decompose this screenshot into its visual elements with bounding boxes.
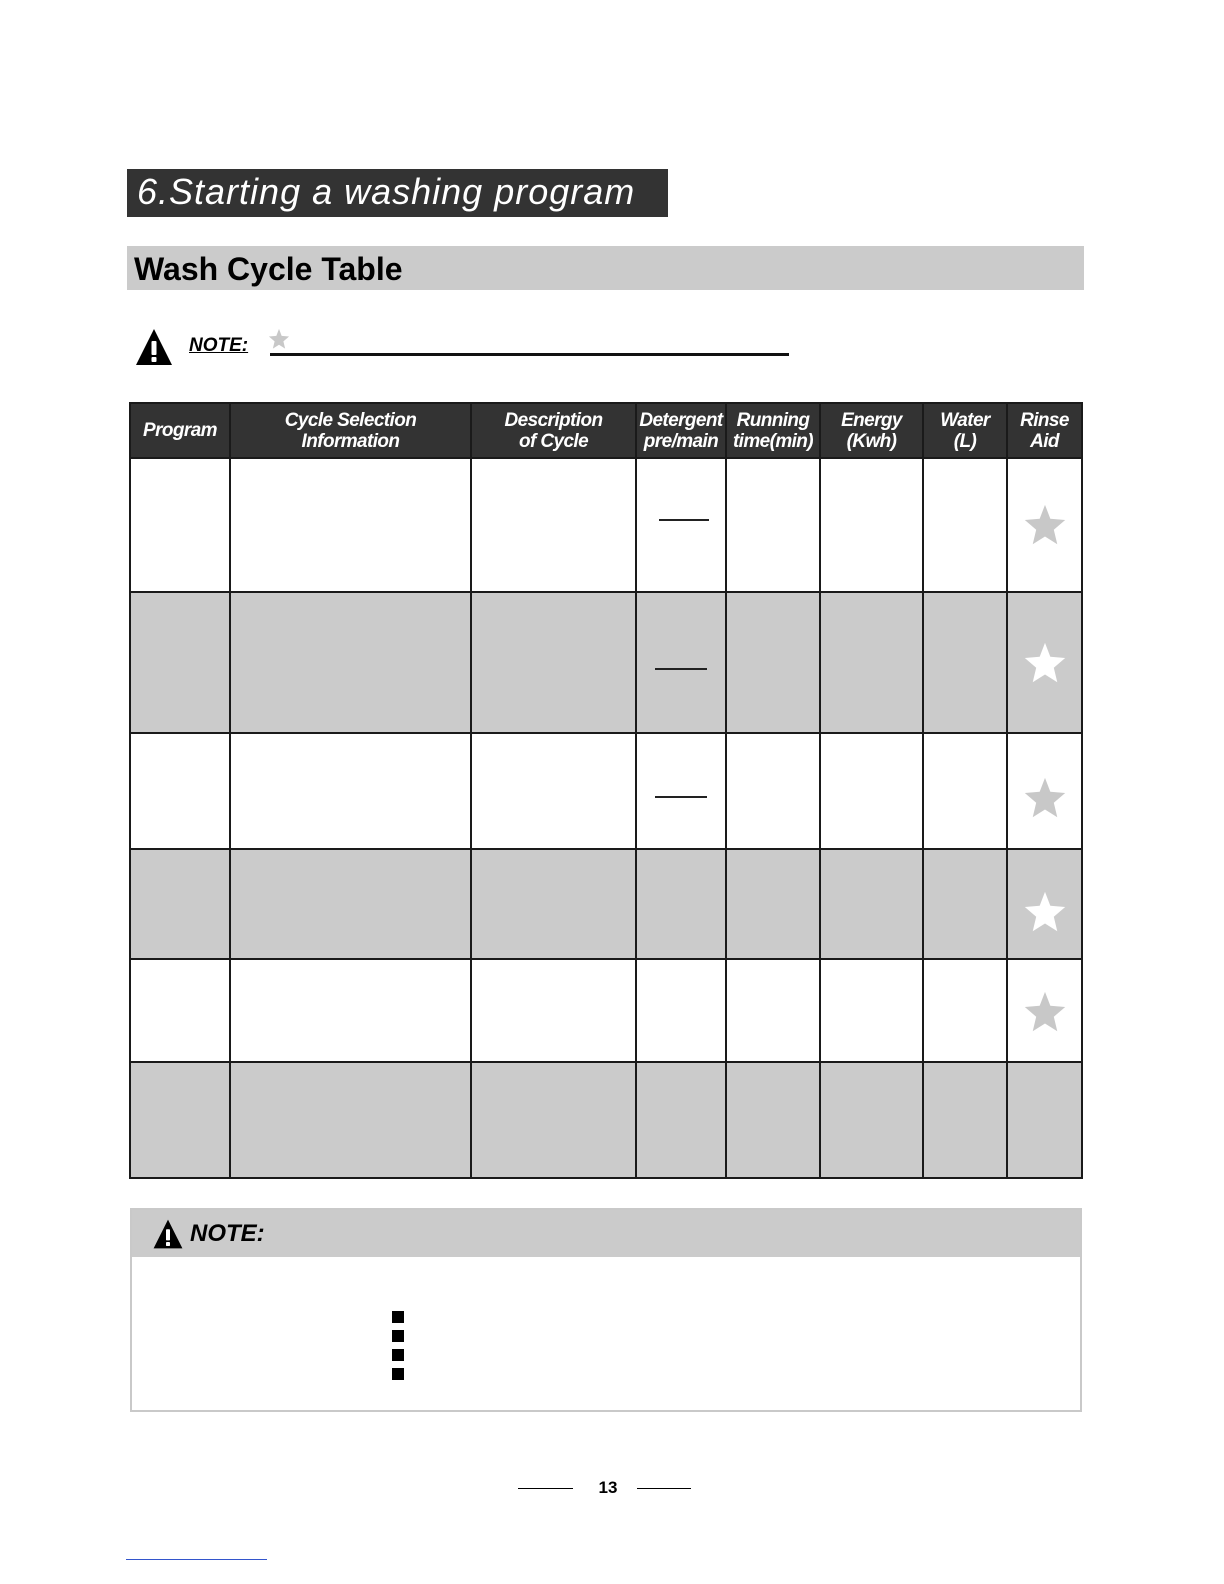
cell-program xyxy=(130,959,230,1062)
note-box-header xyxy=(132,1210,1080,1257)
table-row xyxy=(130,733,1082,849)
cell-detergent xyxy=(636,959,726,1062)
cell-cycle-selection xyxy=(230,592,471,733)
cell-detergent xyxy=(636,458,726,592)
cell-rinse-aid xyxy=(1007,458,1082,592)
cell-energy xyxy=(820,592,923,733)
cell-program xyxy=(130,733,230,849)
cell-rinse-aid xyxy=(1007,959,1082,1062)
cell-rinse-aid xyxy=(1007,733,1082,849)
header-description: Description of Cycle xyxy=(471,403,636,458)
cell-energy xyxy=(820,733,923,849)
cell-water xyxy=(923,592,1007,733)
table-row xyxy=(130,1062,1082,1178)
cell-water xyxy=(923,849,1007,959)
cell-detergent xyxy=(636,592,726,733)
cell-cycle-selection xyxy=(230,849,471,959)
header-detergent: Detergent pre/main xyxy=(636,403,726,458)
bottom-rule xyxy=(126,1559,267,1560)
cell-running-time xyxy=(726,849,820,959)
note-box xyxy=(130,1208,1082,1412)
warning-icon xyxy=(152,1218,184,1250)
cell-program xyxy=(130,458,230,592)
section-title: 6.Starting a washing program xyxy=(127,169,668,217)
cell-description xyxy=(471,959,636,1062)
bullet-marker xyxy=(392,1368,404,1380)
wash-cycle-table xyxy=(129,402,1083,1179)
table-title: Wash Cycle Table xyxy=(127,246,1084,290)
cell-detergent xyxy=(636,849,726,959)
cell-rinse-aid xyxy=(1007,1062,1082,1178)
cell-energy xyxy=(820,849,923,959)
cell-energy xyxy=(820,458,923,592)
cell-program xyxy=(130,849,230,959)
cell-cycle-selection xyxy=(230,733,471,849)
cell-running-time xyxy=(726,458,820,592)
cell-description xyxy=(471,458,636,592)
header-running-time: Running time(min) xyxy=(726,403,820,458)
header-program: Program xyxy=(130,403,230,458)
cell-detergent xyxy=(636,1062,726,1178)
cell-water xyxy=(923,1062,1007,1178)
note-underline xyxy=(270,353,789,356)
cell-cycle-selection xyxy=(230,1062,471,1178)
header-water: Water (L) xyxy=(923,403,1007,458)
bullet-marker xyxy=(392,1349,404,1361)
cell-description xyxy=(471,1062,636,1178)
header-energy: Energy (Kwh) xyxy=(820,403,923,458)
cell-cycle-selection xyxy=(230,458,471,592)
table-row xyxy=(130,959,1082,1062)
cell-energy xyxy=(820,1062,923,1178)
rinse-aid-star-icon xyxy=(1023,776,1067,820)
page-number: 13 xyxy=(598,1478,618,1497)
cell-energy xyxy=(820,959,923,1062)
header-rinse-aid: Rinse Aid xyxy=(1007,403,1082,458)
bullet-marker xyxy=(392,1311,404,1323)
note-box-label: NOTE: xyxy=(190,1220,265,1247)
cell-program xyxy=(130,1062,230,1178)
table-row xyxy=(130,592,1082,733)
cell-description xyxy=(471,849,636,959)
cell-water xyxy=(923,733,1007,849)
detergent-dash xyxy=(659,519,709,521)
table-row xyxy=(130,458,1082,592)
cell-detergent xyxy=(636,733,726,849)
cell-rinse-aid xyxy=(1007,592,1082,733)
cell-description xyxy=(471,733,636,849)
cell-cycle-selection xyxy=(230,959,471,1062)
cell-running-time xyxy=(726,959,820,1062)
cell-running-time xyxy=(726,733,820,849)
rinse-aid-star-icon xyxy=(1023,641,1067,685)
table-header-row xyxy=(130,403,1082,458)
rinse-aid-star-icon xyxy=(1023,890,1067,934)
bullet-marker xyxy=(392,1330,404,1342)
footer-rule-right xyxy=(637,1488,691,1489)
rinse-aid-star-icon xyxy=(1023,990,1067,1034)
cell-description xyxy=(471,592,636,733)
note-label: NOTE: xyxy=(189,335,249,356)
cell-program xyxy=(130,592,230,733)
detergent-dash xyxy=(655,668,707,670)
warning-icon xyxy=(134,327,174,367)
cell-water xyxy=(923,959,1007,1062)
table-row xyxy=(130,849,1082,959)
rinse-aid-star-icon xyxy=(1023,503,1067,547)
cell-water xyxy=(923,458,1007,592)
cell-running-time xyxy=(726,592,820,733)
header-cycle-selection: Cycle Selection Information xyxy=(230,403,471,458)
star-icon xyxy=(268,328,290,350)
cell-rinse-aid xyxy=(1007,849,1082,959)
cell-running-time xyxy=(726,1062,820,1178)
footer-rule-left xyxy=(518,1488,573,1489)
detergent-dash xyxy=(655,796,707,798)
